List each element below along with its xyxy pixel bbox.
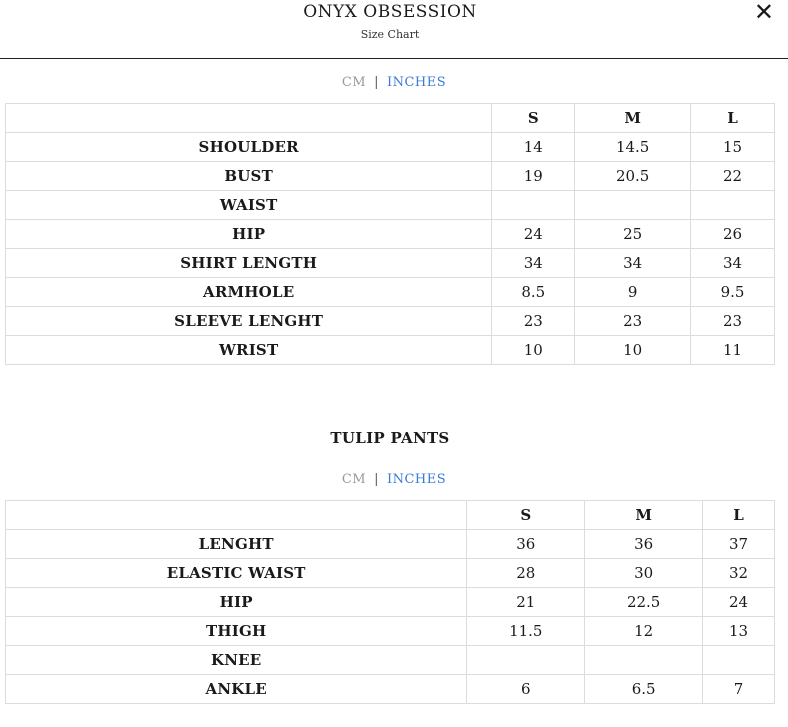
measurement-value: 15 [691, 133, 775, 162]
measurement-value: 37 [703, 530, 775, 559]
measurement-value: 23 [492, 307, 575, 336]
measurement-value [575, 191, 691, 220]
measurement-value [691, 191, 775, 220]
section-title: TULIP PANTS [330, 429, 450, 447]
header-empty-cell [6, 104, 492, 133]
size-header: L [703, 501, 775, 530]
unit-separator: | [374, 75, 379, 90]
measurement-value: 24 [703, 588, 775, 617]
measurement-value: 7 [703, 675, 775, 704]
table-row [6, 646, 775, 675]
unit-separator: | [374, 472, 379, 487]
measurement-value: 30 [585, 559, 703, 588]
size-header: S [492, 104, 575, 133]
measurement-value: 14 [492, 133, 575, 162]
table-row [6, 133, 775, 162]
table-row [6, 249, 775, 278]
measurement-value: 28 [467, 559, 585, 588]
measurement-label: WAIST [6, 191, 492, 220]
measurement-value: 34 [575, 249, 691, 278]
measurement-label: THIGH [6, 617, 467, 646]
measurement-value: 23 [575, 307, 691, 336]
close-icon[interactable]: ✕ [753, 0, 774, 26]
measurement-value: 32 [703, 559, 775, 588]
measurement-value: 26 [691, 220, 775, 249]
measurement-label: KNEE [6, 646, 467, 675]
measurement-value [585, 646, 703, 675]
measurement-value: 25 [575, 220, 691, 249]
measurement-label: HIP [6, 588, 467, 617]
measurement-value: 23 [691, 307, 775, 336]
measurement-value: 22 [691, 162, 775, 191]
size-header: M [585, 501, 703, 530]
table-row [6, 617, 775, 646]
measurement-value: 10 [492, 336, 575, 365]
measurement-value: 11 [691, 336, 775, 365]
measurement-label: BUST [6, 162, 492, 191]
measurement-value: 24 [492, 220, 575, 249]
measurement-label: SLEEVE LENGHT [6, 307, 492, 336]
table-row [6, 559, 775, 588]
pants-unit-toggle [0, 472, 788, 487]
table-row [6, 162, 775, 191]
shirt-unit-cm-button[interactable]: CM [341, 75, 367, 90]
measurement-value: 9.5 [691, 278, 775, 307]
measurement-value: 19 [492, 162, 575, 191]
table-row [6, 220, 775, 249]
shirt-size-table [5, 103, 775, 365]
table-header-row [6, 104, 775, 133]
measurement-value: 34 [492, 249, 575, 278]
page-subtitle: Size Chart [360, 28, 420, 41]
measurement-value: 36 [585, 530, 703, 559]
header-empty-cell [6, 501, 467, 530]
measurement-value: 8.5 [492, 278, 575, 307]
measurement-label: SHIRT LENGTH [6, 249, 492, 278]
pants-unit-cm-button[interactable]: CM [341, 472, 367, 487]
table-row [6, 675, 775, 704]
measurement-value: 21 [467, 588, 585, 617]
measurement-value: 14.5 [575, 133, 691, 162]
measurement-value: 12 [585, 617, 703, 646]
table-row [6, 530, 775, 559]
size-header: M [575, 104, 691, 133]
measurement-value: 9 [575, 278, 691, 307]
measurement-value: 34 [691, 249, 775, 278]
measurement-value: 6 [467, 675, 585, 704]
measurement-value: 20.5 [575, 162, 691, 191]
shirt-unit-inches-button[interactable]: INCHES [386, 75, 447, 90]
table-row [6, 278, 775, 307]
measurement-value: 10 [575, 336, 691, 365]
size-header: S [467, 501, 585, 530]
measurement-value: 11.5 [467, 617, 585, 646]
measurement-label: ARMHOLE [6, 278, 492, 307]
measurement-value: 13 [703, 617, 775, 646]
modal-header [0, 0, 788, 59]
measurement-value [467, 646, 585, 675]
measurement-value: 22.5 [585, 588, 703, 617]
measurement-value [703, 646, 775, 675]
measurement-label: WRIST [6, 336, 492, 365]
pants-size-table [5, 500, 775, 704]
measurement-label: LENGHT [6, 530, 467, 559]
table-row [6, 588, 775, 617]
table-row [6, 307, 775, 336]
measurement-value: 6.5 [585, 675, 703, 704]
page-title: ONYX OBSESSION [303, 2, 477, 22]
size-header: L [691, 104, 775, 133]
pants-unit-inches-button[interactable]: INCHES [386, 472, 447, 487]
shirt-unit-toggle [0, 75, 788, 90]
measurement-value [492, 191, 575, 220]
measurement-label: HIP [6, 220, 492, 249]
measurement-label: ELASTIC WAIST [6, 559, 467, 588]
table-header-row [6, 501, 775, 530]
measurement-value: 36 [467, 530, 585, 559]
measurement-label: SHOULDER [6, 133, 492, 162]
table-row [6, 191, 775, 220]
measurement-label: ANKLE [6, 675, 467, 704]
table-row [6, 336, 775, 365]
